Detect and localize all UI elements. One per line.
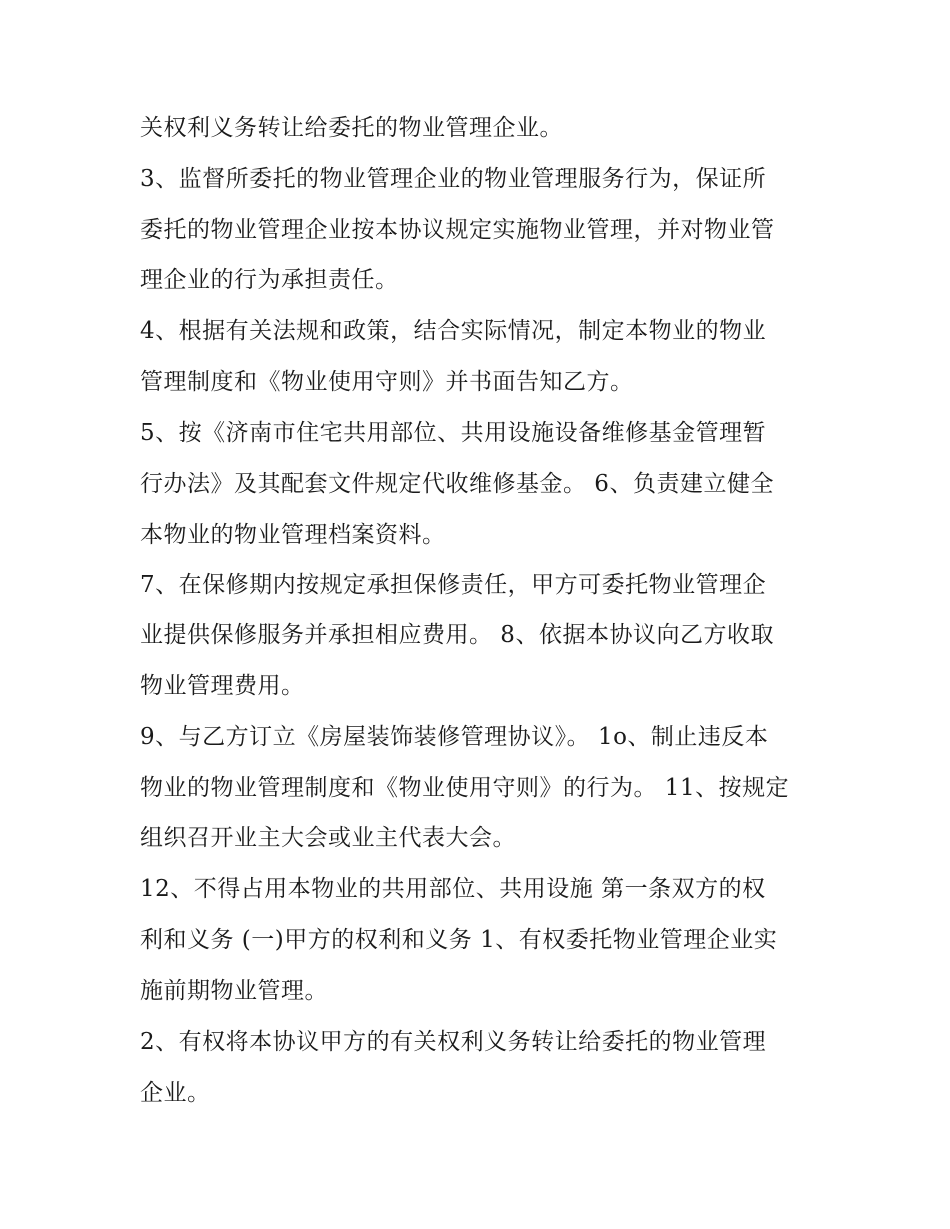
paragraph-line: 5、按《济南市住宅共用部位、共用设施设备维修基金管理暂 [140, 420, 767, 446]
paragraph-line: 理企业的行为承担责任。 [140, 267, 399, 293]
paragraph-line: 物业的物业管理制度和《物业使用守则》的行为。 11、按规定 [140, 775, 790, 801]
paragraph-line: 7、在保修期内按规定承担保修责任，甲方可委托物业管理企 [140, 572, 767, 598]
paragraph-line: 9、与乙方订立《房屋装饰装修管理协议》。 1o、制止违反本 [140, 724, 769, 750]
paragraph-line: 管理制度和《物业使用守则》并书面告知乙方。 [140, 369, 634, 395]
paragraph-line: 2、有权将本协议甲方的有关权利义务转让给委托的物业管理 [140, 1029, 767, 1055]
paragraph-line: 物业管理费用。 [140, 673, 305, 699]
paragraph-line: 组织召开业主大会或业主代表大会。 [140, 825, 516, 851]
paragraph-line: 3、监督所委托的物业管理企业的物业管理服务行为，保证所 [140, 166, 767, 192]
paragraph-line: 4、根据有关法规和政策，结合实际情况，制定本物业的物业 [140, 318, 767, 344]
paragraph-line: 业提供保修服务并承担相应费用。 8、依据本协议向乙方收取 [140, 622, 774, 648]
paragraph-line: 利和义务 (一)甲方的权利和义务 1、有权委托物业管理企业实 [140, 927, 778, 953]
paragraph-line: 企业。 [140, 1080, 211, 1106]
paragraph-line: 关权利义务转让给委托的物业管理企业。 [140, 115, 563, 141]
paragraph-line: 12、不得占用本物业的共用部位、共用设施 第一条双方的权 [140, 876, 766, 902]
paragraph-line: 本物业的物业管理档案资料。 [140, 522, 446, 548]
paragraph-line: 施前期物业管理。 [140, 978, 328, 1004]
paragraph-line: 委托的物业管理企业按本协议规定实施物业管理，并对物业管 [140, 217, 775, 243]
paragraph-line: 行办法》及其配套文件规定代收维修基金。 6、负责建立健全 [140, 471, 774, 497]
